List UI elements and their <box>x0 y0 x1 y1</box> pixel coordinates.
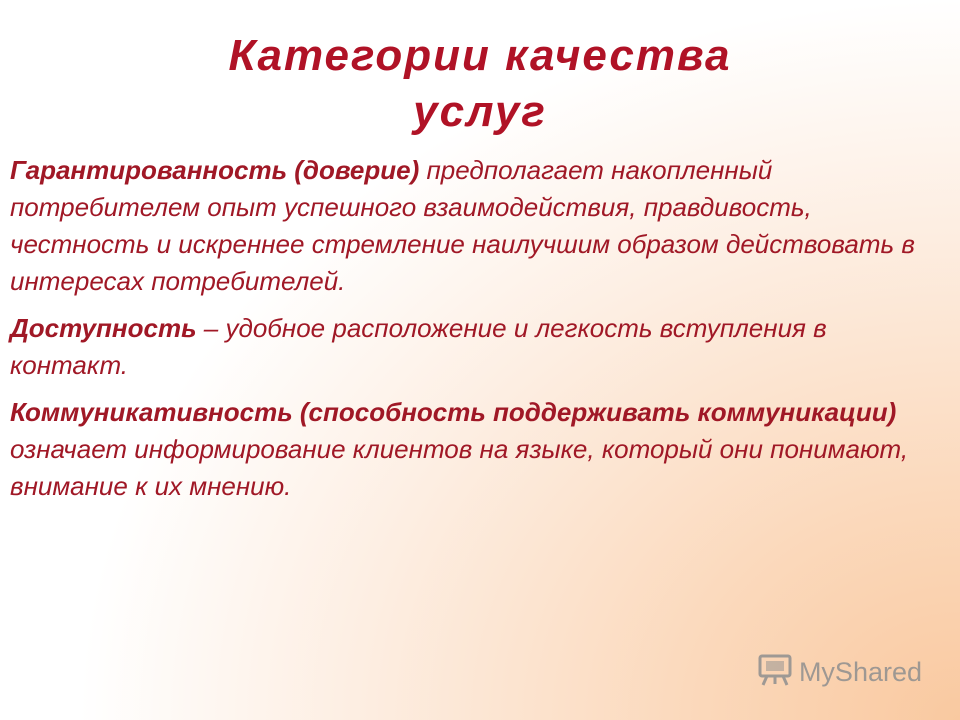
watermark-logo <box>757 652 922 692</box>
text-accessibility: – удобное расположение и легкость вступления в контакт. <box>10 313 827 380</box>
slide-body <box>10 152 940 515</box>
paragraph-communicativeness <box>10 394 940 505</box>
term-guarantee: Гарантированность (доверие) <box>10 155 420 185</box>
slide-title-line-2: услуг <box>413 87 547 136</box>
text-guarantee: предполагает накопленный потребителем опыт успешного взаимодействия, правдивость, честность и искреннее стремление наилучшим образом действовать в интересах потребителей. <box>10 155 915 296</box>
paragraph-accessibility <box>10 310 940 384</box>
watermark-text: MyShared <box>798 656 922 687</box>
term-accessibility: Доступность <box>10 313 197 343</box>
presentation-board-icon <box>757 653 793 692</box>
slide-title-line-1: Категории качества <box>228 31 732 80</box>
text-communicativeness: означает информирование клиентов на языке, который они понимают, внимание к их мнению. <box>10 434 909 501</box>
paragraph-guarantee <box>10 152 940 300</box>
slide-title <box>0 28 960 140</box>
term-communicativeness: Коммуникативность (способность поддерживать коммуникации) <box>10 397 897 427</box>
